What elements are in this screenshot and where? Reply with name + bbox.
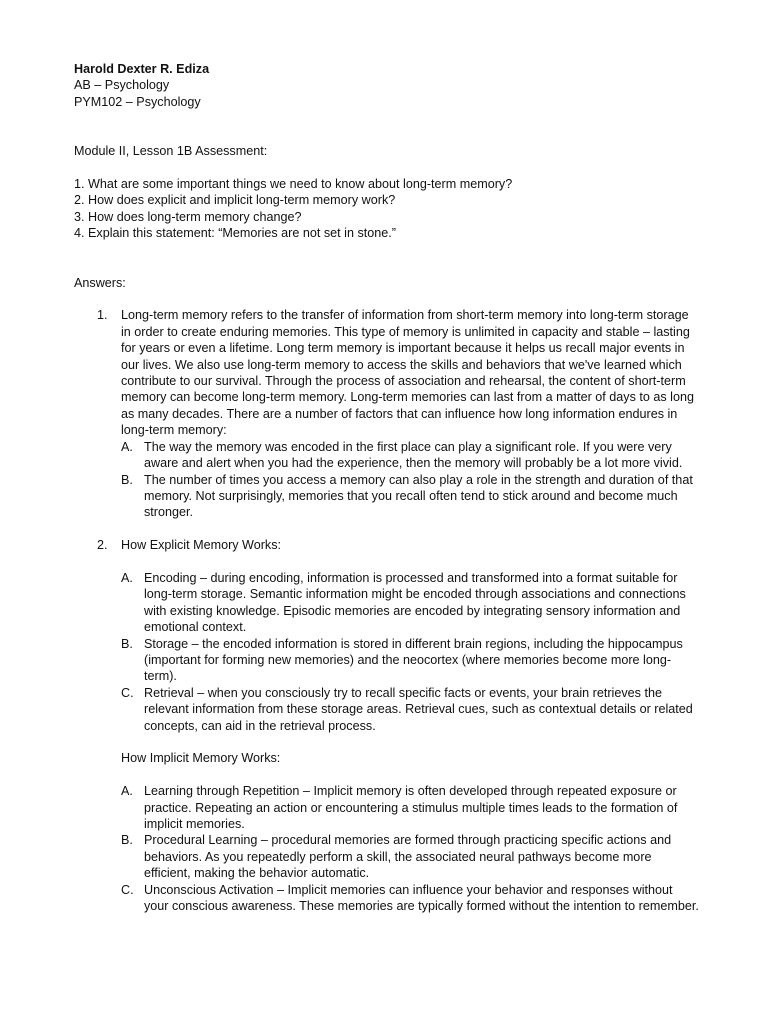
answer-1 [74,307,699,520]
list-item [121,685,699,734]
answers-label: Answers: [74,275,126,290]
list-item [121,636,699,685]
item-text: Procedural Learning – procedural memories are formed through practicing specific actions and behaviors. As you repeatedly perform a skill, the associated neural pathways become more efficient, making the behavior automatic. [144,833,672,881]
item-text: Storage – the encoded information is stored in different brain regions, including the hippocampus (important for forming new memories) and the neocortex (where memories become more long-term). [144,636,683,684]
answer-2 [74,537,699,914]
item-text: Retrieval – when you consciously try to recall specific facts or events, your brain retrieves the relevant information from these storage areas. Retrieval cues, such as contextual details or related concepts, can aid in the retrieval process. [144,685,693,733]
question-item: 1. What are some important things we need to know about long-term memory? [74,177,513,192]
program: AB – Psychology [74,78,170,93]
item-letter: C. [121,882,134,897]
course: PYM102 – Psychology [74,94,201,109]
module-title: Module II, Lesson 1B Assessment: [74,144,268,159]
answer-number: 1. [97,308,108,323]
question-list [74,176,699,242]
item-letter: A. [121,570,133,585]
item-text: The way the memory was encoded in the first place can play a significant role. If you were very aware and alert when you had the experience, then the memory will probably be a lot more vivid. [144,439,683,471]
answers-list [74,307,699,914]
item-letter: A. [121,439,133,454]
item-letter: A. [121,784,133,799]
explicit-heading: How Explicit Memory Works: [121,538,282,553]
explicit-sublist [121,570,699,734]
question-item: 2. How does explicit and implicit long-term memory work? [74,193,396,208]
item-letter: C. [121,685,134,700]
list-item [121,570,699,636]
answer-number: 2. [97,538,108,553]
question-item: 4. Explain this statement: “Memories are not set in stone.” [74,226,396,241]
item-letter: B. [121,636,133,651]
list-item [121,882,699,915]
document-page [74,61,699,914]
item-letter: B. [121,833,133,848]
item-text: The number of times you access a memory can also play a role in the strength and duration of that memory. Not surprisingly, memories that you recall often tend to stick around and become much stronger. [144,472,693,520]
answer-1-text: Long-term memory refers to the transfer of information from short-term memory into long-term storage in order to create enduring memories. This type of memory is unlimited in capacity and stable – lasting for years or even a lifetime. Long term memory is important because it helps us recall major events in our lives. We also use long-term memory to access the skills and behaviors that we've learned which contribute to our survival. Through the process of association and rehearsal, the content of short-term memory can become long-term memory. Long-term memories can last from a matter of days to as long as many decades. There are a number of factors that can influence how long information endures in long-term memory: [121,308,694,438]
item-text: Encoding – during encoding, information is processed and transformed into a format suitable for long-term storage. Semantic information might be encoded through associations and connections with existing knowledge. Episodic memories are encoded by integrating sensory information and emotional context. [144,570,686,635]
item-text: Unconscious Activation – Implicit memories can influence your behavior and responses without your conscious awareness. These memories are typically formed without the intention to remember. [144,882,699,913]
answer-1-sublist [121,439,699,521]
list-item [121,832,699,881]
item-text: Learning through Repetition – Implicit memory is often developed through repeated exposure or practice. Repeating an action or encountering a stimulus multiple times leads to the formation of implicit memories. [144,784,678,831]
implicit-heading: How Implicit Memory Works: [121,751,281,766]
header-block [74,61,699,110]
list-item [121,472,699,521]
list-item [121,783,699,832]
student-name: Harold Dexter R. Ediza [74,62,210,76]
list-item [121,439,699,472]
item-letter: B. [121,472,133,487]
question-item: 3. How does long-term memory change? [74,209,302,224]
implicit-sublist [121,783,699,914]
